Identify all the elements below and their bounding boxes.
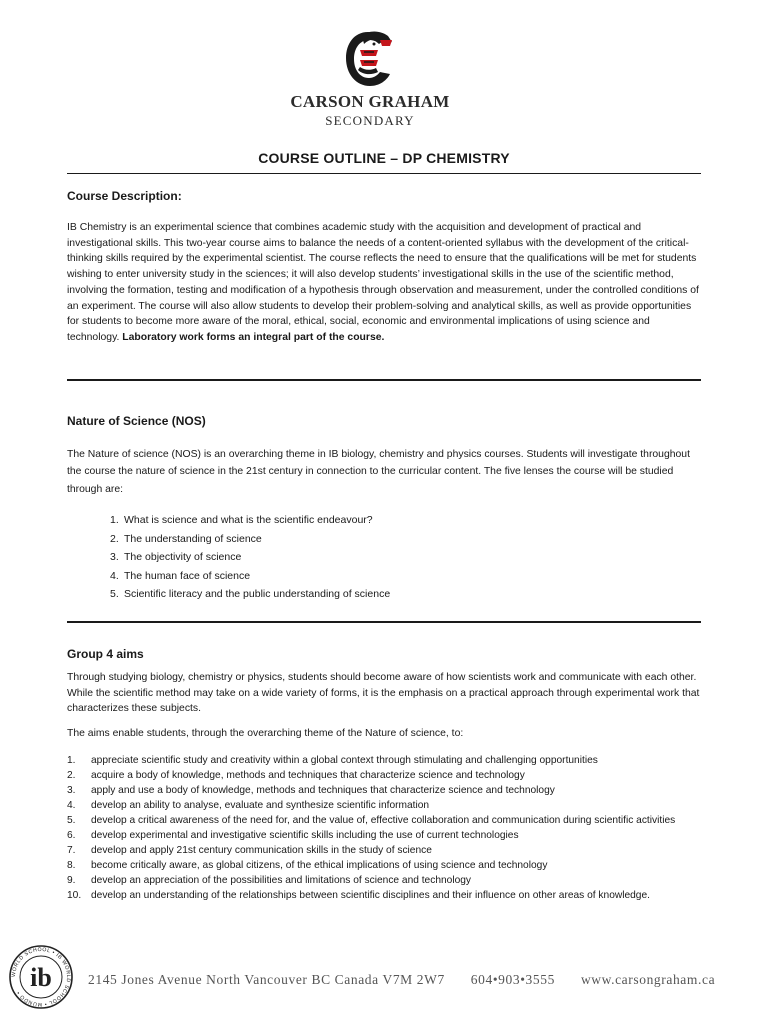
list-item-text: apply and use a body of knowledge, methods and techniques that characterize science and technology	[91, 785, 555, 796]
course-description-heading: Course Description:	[67, 189, 182, 203]
course-description-body: IB Chemistry is an experimental science that combines academic study with the acquisition and development of practical and investigational skills. This two-year course aims to balance the needs of a content-oriented syllabus with the development of the critical-thinking skills required by the experimental scientist. The course reflects the need to ensure that the qualifications will be met for students wishing to enter university study in the sciences; it will also develop students’ investigational skills in the use of the scientific method, involving the formation, testing and modification of a hypothesis through observation and measurement, under the controlled conditions of an experiment. The course will also allow students to develop their problem-solving and analytical skills, as well as provide opportunities for students to become more aware of the moral, ethical, social, economic and environmental implications of using science and technology.	[67, 222, 699, 343]
title-divider	[67, 173, 701, 174]
list-item-text: develop an understanding of the relationships between scientific disciplines and their influence on other areas of knowledge.	[91, 890, 650, 901]
list-item	[67, 783, 707, 798]
list-item-text: develop an appreciation of the possibilities and limitations of science and technology	[91, 875, 472, 886]
group4-aims-lead: The aims enable students, through the overarching theme of the Nature of science, to:	[67, 728, 464, 739]
list-number: 2.	[110, 532, 119, 545]
list-item-text: develop an ability to analyse, evaluate and synthesize scientific information	[91, 800, 430, 811]
list-item-text: What is science and what is the scientific endeavour?	[124, 514, 373, 526]
nos-lens-list	[110, 511, 390, 604]
nos-text: The Nature of science (NOS) is an overarching theme in IB biology, chemistry and physics courses. Students will investigate throughout the course the nature of science in the 21st century in connection to the curricular content. The five lenses the course will be studied through are:	[67, 449, 690, 495]
list-number: 10.	[67, 890, 82, 901]
list-number: 2.	[67, 770, 76, 781]
list-item	[67, 873, 707, 888]
list-number: 4.	[67, 800, 76, 811]
list-item	[67, 813, 707, 828]
group4-heading: Group 4 aims	[67, 647, 144, 661]
svg-text:WORLD SCHOOL • IB WORLD SCHOOL: WORLD SCHOOL • IB WORLD SCHOOL • MUNDO •	[10, 946, 72, 1008]
list-item	[67, 858, 707, 873]
list-item-text: The objectivity of science	[124, 551, 242, 564]
list-item-text: develop a critical awareness of the need for, and the value of, effective collaboration and communication during scientific activities	[91, 815, 676, 826]
course-description-emphasis: Laboratory work forms an integral part of the course.	[122, 331, 385, 343]
list-item	[110, 511, 390, 530]
list-item	[110, 548, 390, 567]
list-item	[110, 567, 390, 586]
list-item	[67, 768, 707, 783]
list-item	[110, 585, 390, 604]
list-item	[67, 798, 707, 813]
list-number: 3.	[110, 551, 119, 564]
footer-phone: 604•903•3555	[470, 972, 555, 987]
school-subtitle: SECONDARY	[325, 113, 415, 128]
school-name: CARSON GRAHAM	[290, 92, 450, 111]
footer-website: www.carsongraham.ca	[580, 972, 716, 987]
list-number: 5.	[67, 815, 76, 826]
section-divider	[67, 379, 701, 381]
footer-address: 2145 Jones Avenue North Vancouver BC Canada V7M 2W7	[88, 972, 445, 987]
list-number: 6.	[67, 830, 76, 841]
list-number: 1.	[110, 514, 119, 526]
list-item-text: develop and apply 21st century communication skills in the study of science	[91, 845, 432, 856]
list-number: 3.	[67, 785, 76, 796]
nos-heading: Nature of Science (NOS)	[67, 414, 206, 428]
list-item-text: become critically aware, as global citizens, of the ethical implications of using science and technology	[91, 860, 548, 871]
list-item	[67, 888, 707, 903]
list-item	[67, 843, 707, 858]
list-item	[110, 530, 390, 549]
list-item-text: appreciate scientific study and creativity within a global context through stimulating and challenging opportunities	[91, 755, 598, 766]
list-item-text: The human face of science	[124, 569, 251, 582]
list-number: 7.	[67, 845, 76, 856]
list-number: 5.	[110, 588, 119, 601]
eagle-crest-logo-icon	[340, 28, 396, 90]
list-number: 8.	[67, 860, 76, 871]
list-item-text: develop experimental and investigative scientific skills including the use of current technologies	[91, 830, 519, 841]
list-item	[67, 753, 707, 768]
ib-world-school-seal-icon	[8, 944, 74, 1010]
page-title: COURSE OUTLINE – DP CHEMISTRY	[258, 150, 510, 166]
list-item-text: Scientific literacy and the public understanding of science	[124, 588, 391, 601]
group4-aims-list	[67, 753, 707, 903]
course-description-text	[67, 220, 703, 346]
footer-contact	[88, 972, 737, 988]
list-number: 1.	[67, 755, 76, 766]
section-divider	[67, 621, 701, 623]
list-number: 4.	[110, 569, 119, 582]
list-item	[67, 828, 707, 843]
list-item-text: acquire a body of knowledge, methods and techniques that characterize science and technology	[91, 770, 525, 781]
list-number: 9.	[67, 875, 76, 886]
list-item-text: The understanding of science	[124, 532, 262, 545]
group4-intro-text: Through studying biology, chemistry or physics, students should become aware of how scientists work and communicate with each other. While the scientific method may take on a wide variety of forms, it is the emphasis on a practical approach through experimental work that characterizes these subjects.	[67, 672, 700, 715]
svg-text:ib: ib	[30, 963, 52, 992]
